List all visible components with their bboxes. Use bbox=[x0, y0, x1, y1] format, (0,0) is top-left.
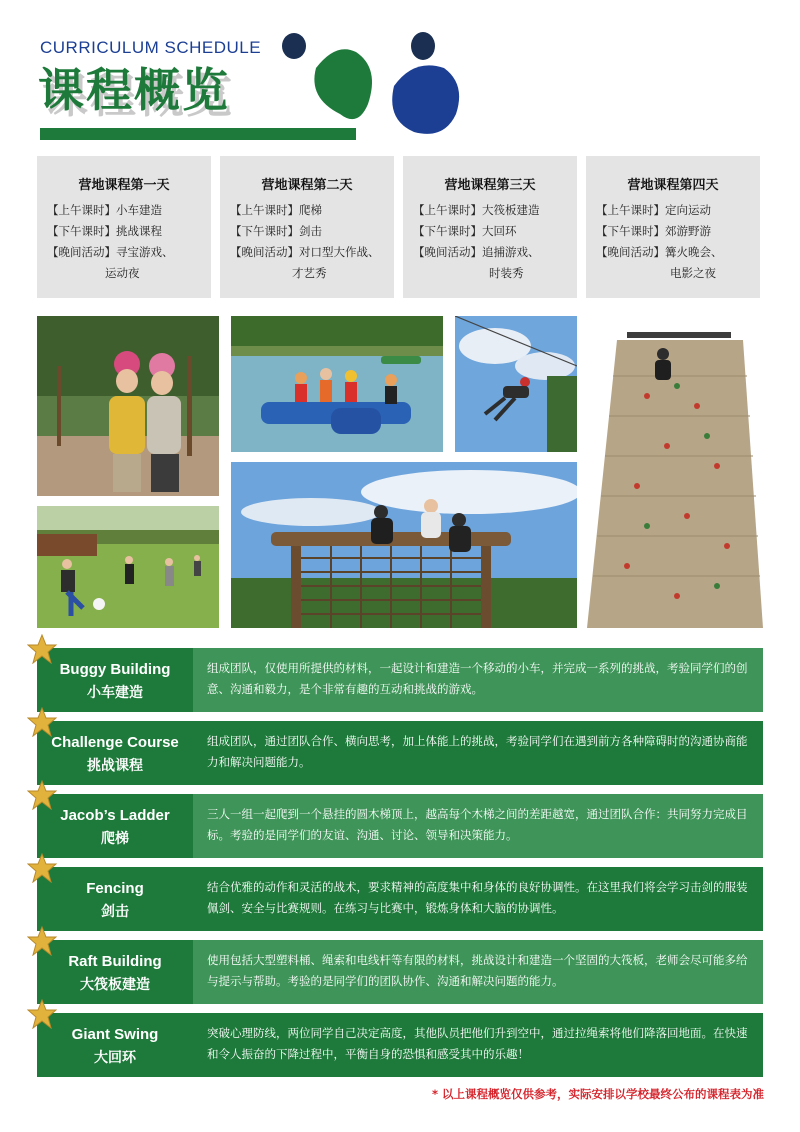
evening-activity-cont: 时装秀 bbox=[489, 266, 524, 280]
activity-row-buggy-building bbox=[37, 648, 763, 712]
evening-activity-cont: 才艺秀 bbox=[292, 266, 327, 280]
day-card-1 bbox=[37, 156, 211, 298]
day-title: 营地课程第四天 bbox=[627, 178, 719, 193]
subtitle: CURRICULUM SCHEDULE bbox=[40, 38, 262, 57]
photo-climbing-wall bbox=[587, 316, 763, 628]
footer-note: * 以上课程概览仅供参考，实际安排以学校最终公布的课程表为准 bbox=[431, 1087, 764, 1101]
activity-name-en: Challenge Course bbox=[51, 734, 179, 751]
activity-label bbox=[37, 648, 193, 712]
star-icon bbox=[27, 707, 57, 737]
photo-raft-lake bbox=[231, 316, 443, 452]
activity-description: 组成团队，通过团队合作、横向思考，加上体能上的挑战，考验同学们在遇到前方各种障碍时的沟通协商能力和解决问题能力。 bbox=[193, 721, 763, 785]
decorative-shapes bbox=[276, 28, 466, 140]
activity-name-en: Giant Swing bbox=[71, 1026, 159, 1043]
activity-description: 使用包括大型塑料桶、绳索和电线杆等有限的材料，挑战设计和建造一个坚固的大筏板，老师会尽可能多给与提示与帮助。考验的是同学们的团队协作、沟通和解决问题的能力。 bbox=[193, 940, 763, 1004]
photo-log-climbing-frame bbox=[231, 462, 577, 628]
evening-activity: 【晚间活动】对口型大作战、 bbox=[230, 245, 380, 259]
green-blob-shape bbox=[314, 49, 372, 119]
activity-row-giant-swing bbox=[37, 1013, 763, 1077]
activity-label bbox=[37, 721, 193, 785]
activity-description: 突破心理防线，两位同学自己决定高度，其他队员把他们升到空中，通过拉绳索将他们降落回地面。在快速和令人振奋的下降过程中，平衡自身的恐惧和感受其中的乐趣！ bbox=[193, 1013, 763, 1077]
evening-activity-cont: 电影之夜 bbox=[670, 266, 716, 280]
activity-name-cn: 挑战课程 bbox=[87, 758, 143, 774]
evening-activity: 【晚间活动】追捕游戏、 bbox=[413, 245, 540, 259]
navy-dot-shape bbox=[282, 33, 306, 59]
afternoon-session: 【下午课时】郊游野游 bbox=[596, 224, 711, 238]
activity-label bbox=[37, 1013, 193, 1077]
star-icon bbox=[27, 999, 57, 1029]
star-icon bbox=[27, 634, 57, 664]
day-card-3 bbox=[403, 156, 577, 298]
activity-name-cn: 爬梯 bbox=[101, 831, 129, 847]
photo-girls-harness bbox=[37, 316, 219, 496]
day-title: 营地课程第二天 bbox=[261, 178, 353, 193]
activity-name-cn: 剑击 bbox=[101, 904, 129, 920]
photo-giant-swing bbox=[455, 316, 577, 452]
activity-label bbox=[37, 794, 193, 858]
activity-name-en: Fencing bbox=[86, 880, 144, 897]
evening-activity: 【晚间活动】寻宝游戏、 bbox=[47, 245, 174, 259]
star-icon bbox=[27, 853, 57, 883]
morning-session: 【上午课时】大筏板建造 bbox=[413, 203, 540, 217]
day-title: 营地课程第一天 bbox=[78, 178, 170, 193]
activity-row-challenge-course bbox=[37, 721, 763, 785]
star-icon bbox=[27, 926, 57, 956]
activity-row-fencing bbox=[37, 867, 763, 931]
page-title: 课程概览 bbox=[38, 63, 230, 117]
navy-dot-shape-2 bbox=[411, 32, 435, 60]
activity-description: 三人一组一起爬到一个悬挂的圆木梯顶上，越高每个木梯之间的差距越宽，通过团队合作：共同努力完成目标。考验的是同学们的友谊、沟通、讨论、领导和决策能力。 bbox=[193, 794, 763, 858]
activity-name-cn: 小车建造 bbox=[87, 685, 143, 701]
activity-name-en: Buggy Building bbox=[59, 661, 171, 678]
activity-label bbox=[37, 867, 193, 931]
photo-field-football bbox=[37, 506, 219, 628]
afternoon-session: 【下午课时】大回环 bbox=[413, 224, 517, 238]
day-card-4 bbox=[586, 156, 760, 298]
blue-blob-shape bbox=[392, 65, 459, 134]
activity-row-jacobs-ladder bbox=[37, 794, 763, 858]
afternoon-session: 【下午课时】挑战课程 bbox=[47, 224, 162, 238]
morning-session: 【上午课时】爬梯 bbox=[230, 203, 322, 217]
morning-session: 【上午课时】小车建造 bbox=[47, 203, 162, 217]
activity-name-en: Jacob’s Ladder bbox=[60, 807, 170, 824]
star-icon bbox=[27, 780, 57, 810]
activity-name-en: Raft Building bbox=[68, 953, 162, 970]
day-title: 营地课程第三天 bbox=[444, 178, 536, 193]
activity-label bbox=[37, 940, 193, 1004]
activity-name-cn: 大筏板建造 bbox=[80, 977, 150, 993]
activity-description: 组成团队，仅使用所提供的材料，一起设计和建造一个移动的小车，并完成一系列的挑战，考验同学们的创意、沟通和毅力，是个非常有趣的互动和挑战的游戏。 bbox=[193, 648, 763, 712]
evening-activity: 【晚间活动】篝火晚会、 bbox=[596, 245, 723, 259]
activity-description: 结合优雅的动作和灵活的战术，要求精神的高度集中和身体的良好协调性。在这里我们将会学习击剑的服装佩剑、安全与比赛规则。在练习与比赛中，锻炼身体和大脑的协调性。 bbox=[193, 867, 763, 931]
activity-name-cn: 大回环 bbox=[94, 1050, 136, 1066]
activity-row-raft-building bbox=[37, 940, 763, 1004]
day-card-2 bbox=[220, 156, 394, 298]
morning-session: 【上午课时】定向运动 bbox=[596, 203, 711, 217]
evening-activity-cont: 运动夜 bbox=[105, 266, 140, 280]
afternoon-session: 【下午课时】剑击 bbox=[230, 224, 322, 238]
